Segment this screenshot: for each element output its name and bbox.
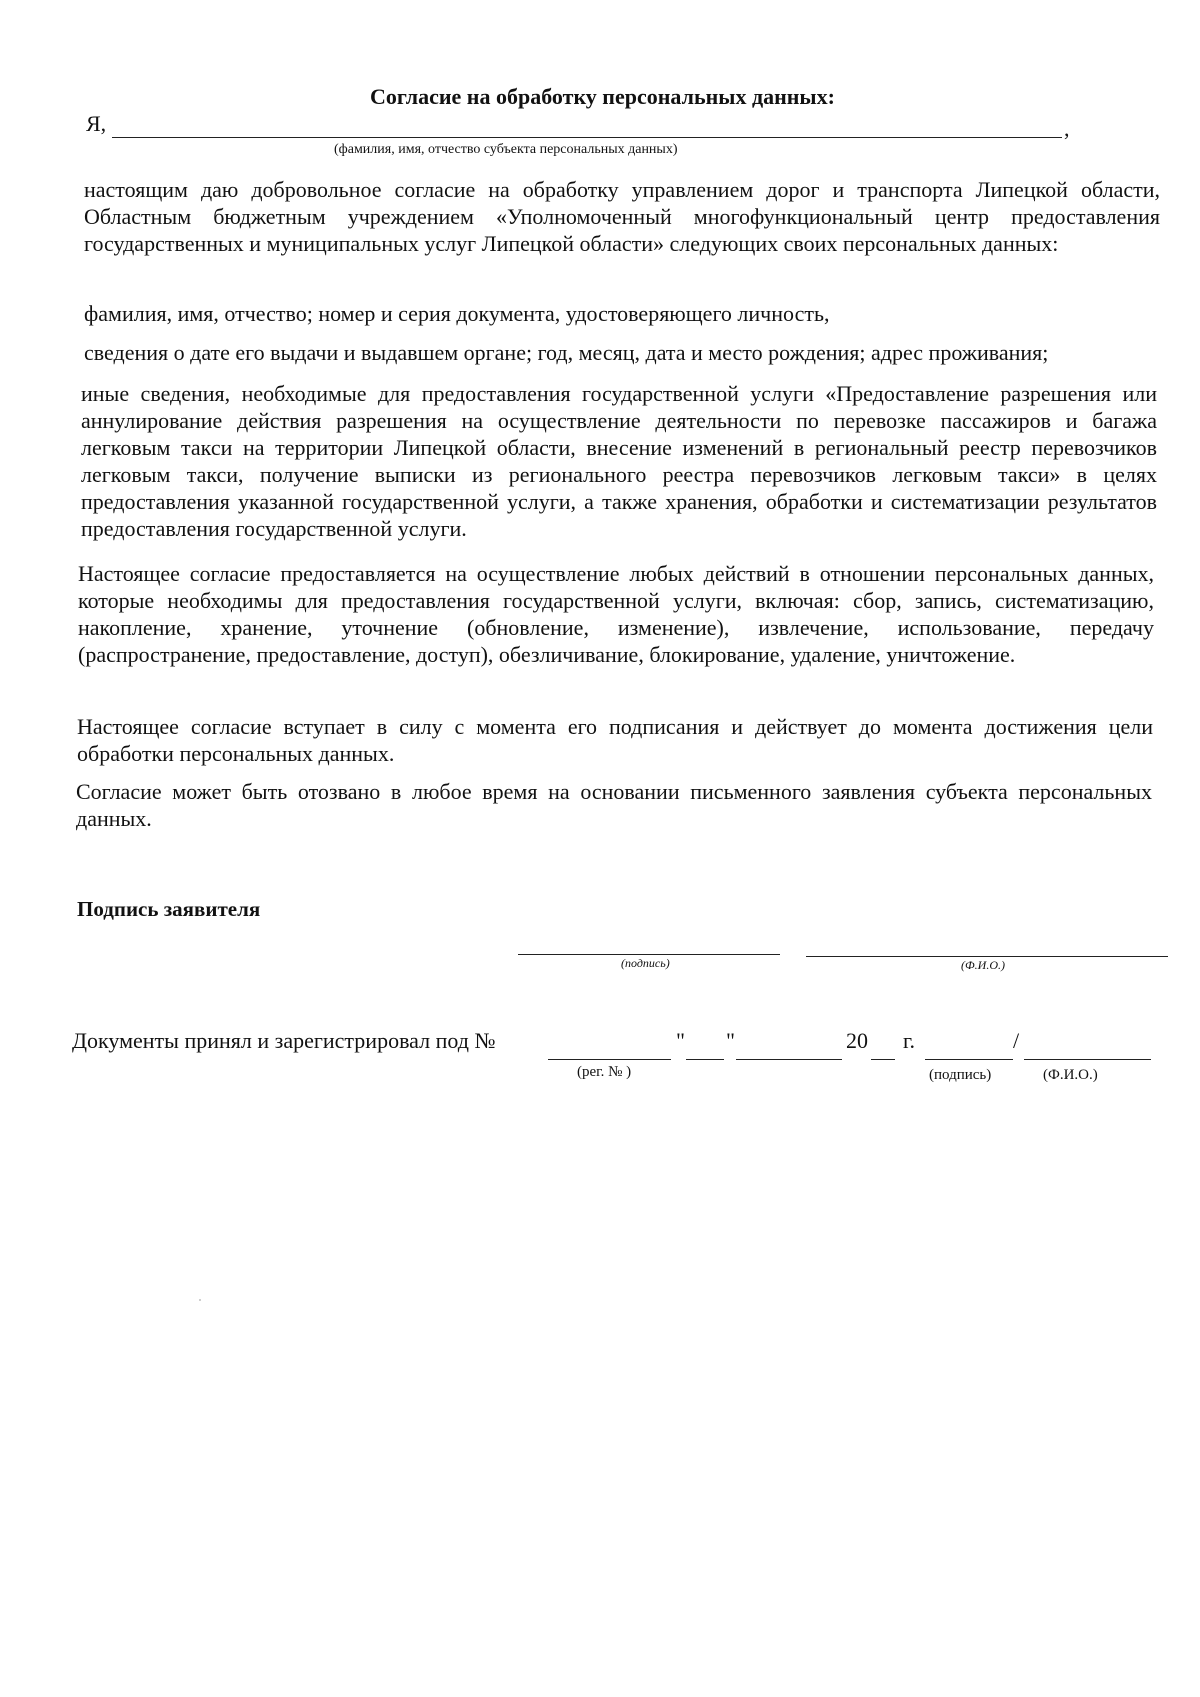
signature-slash: /: [1013, 1028, 1020, 1053]
subject-prefix: Я,: [86, 111, 107, 136]
date-year-suffix: г.: [903, 1028, 916, 1053]
applicant-signature-heading: Подпись заявителя: [77, 897, 261, 921]
date-quote-close: ": [726, 1028, 735, 1053]
date-quote-open: ": [676, 1028, 685, 1053]
other-data-paragraph: иные сведения, необходимые для предоставления государственной услуги «Предоставление разрешения или аннулирование действия разрешения на осуществление деятельности по перевозке пассажиров и багажа легковым такси на территории Липецкой области, внесение изменений в региональный реестр перевозчиков легковым такси, получение выписки из регионального реестра перевозчиков легковым такси» в целях предоставления указанной государственной услуги, а также хранения, обработки и систематизации результатов предоставления государственной услуги.: [81, 381, 1157, 541]
subject-name-blank-line: [112, 137, 1062, 138]
date-month-line: [736, 1059, 842, 1060]
subject-comma: ,: [1064, 116, 1070, 141]
document-title: Согласие на обработку персональных данных:: [370, 84, 835, 109]
registration-number-caption: (рег. № ): [577, 1064, 632, 1080]
actions-paragraph: Настоящее согласие предоставляется на осуществление любых действий в отношении персональных данных, которые необходимы для предоставления государственной услуги, включая: сбор, запись, систематизацию, накопление, хранение, уточнение (обновление, изменение), извлечение, использование, передачу (распространение, предоставление, доступ), обезличивание, блокирование, удаление, уничтожение.: [78, 561, 1154, 667]
data-list-line-1: фамилия, имя, отчество; номер и серия документа, удостоверяющего личность,: [84, 301, 830, 326]
registrar-fio-caption: (Ф.И.О.): [1043, 1067, 1098, 1083]
applicant-signature-caption: (подпись): [621, 956, 670, 970]
data-list-line-2: сведения о дате его выдачи и выдавшем органе; год, месяц, дата и место рождения; адрес проживания;: [84, 340, 1049, 365]
registration-text: Документы принял и зарегистрировал под №: [72, 1028, 496, 1053]
scan-speck: [199, 1299, 201, 1301]
registrar-signature-caption: (подпись): [929, 1067, 992, 1083]
subject-name-caption: (фамилия, имя, отчество субъекта персональных данных): [334, 142, 678, 157]
date-day-line: [686, 1059, 724, 1060]
applicant-signature-line: [518, 954, 780, 955]
validity-paragraph: Настоящее согласие вступает в силу с момента его подписания и действует до момента достижения цели обработки персональных данных.: [77, 714, 1153, 766]
registrar-fio-line: [1024, 1059, 1151, 1060]
registration-number-line: [548, 1059, 671, 1060]
revocation-paragraph: Согласие может быть отозвано в любое время на основании письменного заявления субъекта персональных данных.: [76, 779, 1152, 831]
registrar-signature-line: [925, 1059, 1013, 1060]
applicant-fio-line: [806, 956, 1168, 957]
date-year-prefix: 20: [846, 1028, 868, 1053]
date-year-line: [871, 1059, 895, 1060]
consent-intro-paragraph: настоящим даю добровольное согласие на обработку управлением дорог и транспорта Липецкой области, Областным бюджетным учреждением «Уполномоченный многофункциональный центр предоставления государственных и муниципальных услуг Липецкой области» следующих своих персональных данных:: [84, 177, 1160, 256]
applicant-fio-caption: (Ф.И.О.): [961, 958, 1005, 972]
